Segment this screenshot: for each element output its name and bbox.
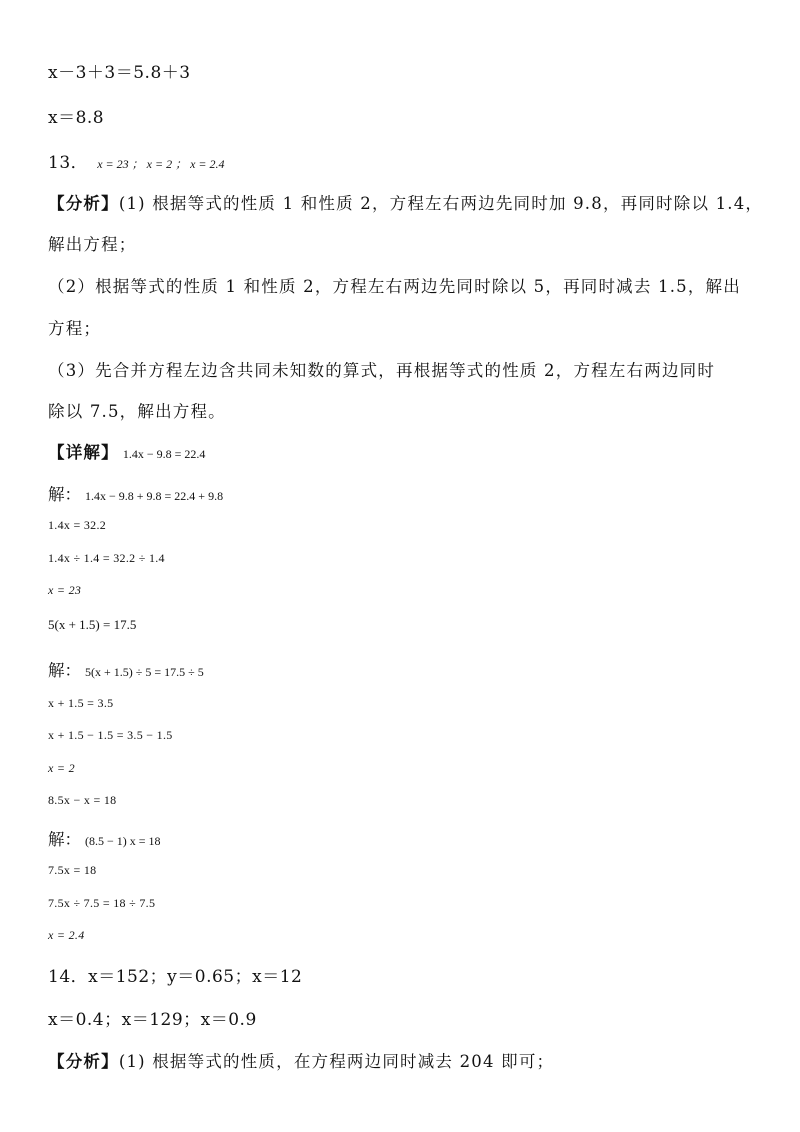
detail-tag: 【详解】 [48,443,119,462]
equation: 1.4x − 9.8 = 22.4 [122,447,206,461]
equation-result: x＝8.8 [48,108,105,128]
solution-step [48,826,161,850]
analysis-tag: 【分析】 [48,194,119,213]
equation: 1.4x ÷ 1.4 = 32.2 ÷ 1.4 [48,551,165,565]
equation: x + 1.5 = 3.5 [48,696,114,710]
analysis-paragraph [48,1048,554,1072]
analysis-text: (1) 根据等式的性质，在方程两边同时减去 204 即可； [118,1052,555,1071]
question-14-answer: 14．x＝152；y＝0.65；x＝12 [48,967,303,987]
analysis-text-line: （2）根据等式的性质 1 和性质 2，方程左右两边先同时除以 5，再同时减去 1.5，解出 [48,277,741,296]
analysis-text-line: 除以 7.5，解出方程。 [48,402,226,421]
equation: 5(x + 1.5) = 17.5 [48,617,137,632]
equation-result: x = 2 [48,761,75,775]
detail-paragraph [48,439,205,463]
solution-step [48,657,204,681]
analysis-text-line: （3）先合并方程左边含共同未知数的算式，再根据等式的性质 2，方程左右两边同时 [48,361,716,380]
solution-label: 解： [48,485,81,504]
equation: 1.4x − 9.8 + 9.8 = 22.4 + 9.8 [85,489,224,503]
equation: 8.5x − x = 18 [48,793,117,807]
solution-label: 解： [48,661,81,680]
equation-result: x = 23 [48,583,82,597]
equation: 1.4x = 32.2 [48,518,107,532]
question-number: 13． [48,153,89,173]
solution-step [48,481,223,505]
equation: x + 1.5 − 1.5 = 3.5 − 1.5 [48,728,173,742]
solution-label: 解： [48,830,81,849]
analysis-text-line: 方程； [48,319,102,338]
question-14-answer-cont: x＝0.4；x＝129；x＝0.9 [48,1010,257,1030]
analysis-paragraph [48,190,763,214]
analysis-text-line: 解出方程； [48,235,137,254]
answer-values: x = 23 ； x = 2 ； x = 2.4 [97,157,225,171]
analysis-text: (1) 根据等式的性质 1 和性质 2，方程左右两边先同时加 9.8，再同时除以 1.4， [118,194,764,213]
equation: 7.5x ÷ 7.5 = 18 ÷ 7.5 [48,896,156,910]
equation-step: x－3＋3＝5.8＋3 [48,63,191,83]
equation: 5(x + 1.5) ÷ 5 = 17.5 ÷ 5 [85,665,204,679]
equation: 7.5x = 18 [48,863,97,877]
equation: (8.5 − 1) x = 18 [85,834,161,848]
question-13-answer [48,148,225,173]
analysis-tag: 【分析】 [48,1052,119,1071]
equation-result: x = 2.4 [48,928,85,942]
